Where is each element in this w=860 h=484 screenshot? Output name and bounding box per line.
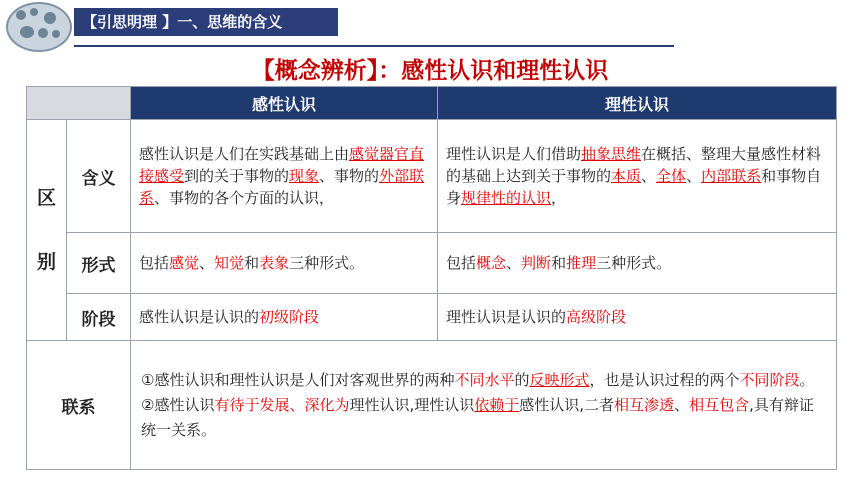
highlight-text: 不同水平 bbox=[454, 370, 515, 389]
text: 的 bbox=[514, 370, 530, 389]
text: 理性认识,理性认识 bbox=[349, 395, 475, 414]
highlight-text: 现象 bbox=[289, 167, 320, 185]
text: 理性认识是认识的 bbox=[446, 308, 567, 326]
highlight-text: 初级阶段 bbox=[259, 308, 320, 326]
text: 、事物的各个方面的认识， bbox=[154, 189, 335, 207]
highlight-text: 全体 bbox=[656, 167, 687, 185]
highlight-text: 外部联系 bbox=[139, 167, 425, 207]
table-row bbox=[27, 341, 837, 470]
text: 感性认识是人们在实践基础上由 bbox=[139, 145, 350, 163]
text: 、 bbox=[506, 254, 522, 272]
row-header-lianxi: 联系 bbox=[27, 341, 131, 470]
header-divider bbox=[74, 45, 674, 47]
text: ， bbox=[551, 189, 567, 207]
highlight-text: 相互包含 bbox=[689, 395, 750, 414]
highlight-text: 判断 bbox=[521, 254, 552, 272]
lixing-hanyi-cell bbox=[438, 120, 837, 233]
text: 在概括、整理大量感性材料的基础上达到关于事物的 bbox=[446, 145, 822, 185]
highlight-text: 本质 bbox=[611, 167, 642, 185]
text: 三种形式。 bbox=[289, 254, 365, 272]
highlight-text: 抽象思维 bbox=[581, 145, 642, 163]
section-header: 【引思明理 】一、思维的含义 bbox=[74, 8, 338, 36]
highlight-text: 规律性的认识 bbox=[461, 189, 552, 207]
text: 、 bbox=[686, 167, 702, 185]
text: 感性认识是认识的 bbox=[139, 308, 260, 326]
text: ①感性认识和理性认识是人们对客观世界的两种 bbox=[141, 370, 455, 389]
table-row bbox=[27, 294, 837, 341]
highlight-text: 内部联系 bbox=[701, 167, 762, 185]
highlight-text: 高级阶段 bbox=[566, 308, 627, 326]
ganxing-hanyi-cell bbox=[131, 120, 438, 233]
text: ②感性认识 bbox=[141, 395, 215, 414]
lianxi-cell bbox=[131, 341, 837, 470]
text: ,具有辩证统一关系。 bbox=[141, 395, 814, 439]
highlight-text: 有待于发展、深化为 bbox=[214, 395, 350, 414]
row-header-jieduan: 阶段 bbox=[67, 294, 131, 341]
text: 、 bbox=[199, 254, 215, 272]
col-header-ganxing: 感性认识 bbox=[131, 87, 438, 120]
col-header-lixing: 理性认识 bbox=[438, 87, 837, 120]
text: 和事物自身 bbox=[446, 167, 822, 207]
qubie-char-2: 别 bbox=[36, 251, 56, 273]
text: 感性认识,二者 bbox=[519, 395, 615, 414]
row-header-xingshi: 形式 bbox=[67, 233, 131, 294]
text: 、 bbox=[641, 167, 657, 185]
header-blank-cell bbox=[27, 87, 131, 120]
highlight-text: 知觉 bbox=[214, 254, 245, 272]
logo bbox=[6, 2, 72, 52]
text: 。 bbox=[799, 370, 815, 389]
text: ，也是认识过程的两个 bbox=[589, 370, 740, 389]
text: 包括 bbox=[446, 254, 477, 272]
highlight-text: 依赖于 bbox=[474, 395, 520, 414]
highlight-text: 表象 bbox=[259, 254, 290, 272]
lixing-xingshi-cell bbox=[438, 233, 837, 294]
text: 理性认识是人们借助 bbox=[446, 145, 582, 163]
qubie-char-1: 区 bbox=[36, 187, 56, 209]
text: 到的关于事物的 bbox=[184, 167, 290, 185]
highlight-text: 相互渗透 bbox=[614, 395, 675, 414]
ganxing-xingshi-cell bbox=[131, 233, 438, 294]
highlight-text: 感觉器官直接感受 bbox=[139, 145, 425, 185]
highlight-text: 反映形式 bbox=[529, 370, 590, 389]
text: 、 bbox=[674, 395, 690, 414]
comparison-table bbox=[26, 86, 837, 470]
text: 、事物的 bbox=[319, 167, 380, 185]
highlight-text: 概念 bbox=[476, 254, 507, 272]
highlight-text: 不同阶段 bbox=[739, 370, 800, 389]
text: 包括 bbox=[139, 254, 170, 272]
table-header-row bbox=[27, 87, 837, 120]
ganxing-jieduan-cell bbox=[131, 294, 438, 341]
text: 三种形式。 bbox=[596, 254, 672, 272]
lianxi-point-2 bbox=[141, 393, 826, 443]
qubie-label bbox=[27, 120, 67, 341]
text: 和 bbox=[551, 254, 567, 272]
table-row bbox=[27, 233, 837, 294]
lianxi-point-1 bbox=[141, 368, 826, 393]
table-row bbox=[27, 120, 837, 233]
page-title: 【概念辨析】：感性认识和理性认识 bbox=[251, 58, 609, 84]
highlight-text: 推理 bbox=[566, 254, 597, 272]
highlight-text: 感觉 bbox=[169, 254, 200, 272]
lixing-jieduan-cell bbox=[438, 294, 837, 341]
row-header-hanyi: 含义 bbox=[67, 120, 131, 233]
text: 和 bbox=[244, 254, 260, 272]
